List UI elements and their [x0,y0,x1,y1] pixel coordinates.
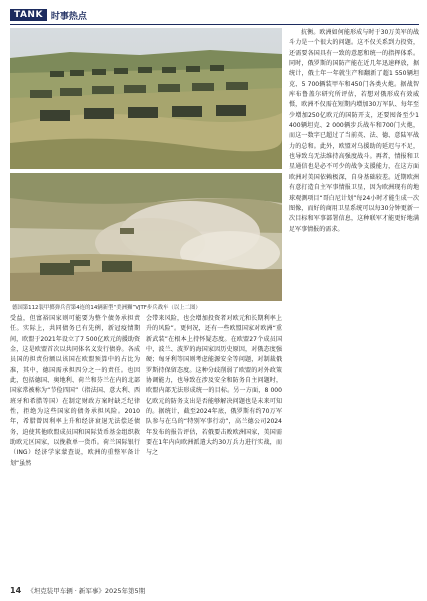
paragraph: 抗衡。欧洲如何能形成与时于30万美军的战斗力是一个很大的问题。这不仅关系到力投资，还需要各国具有一致的意愿和统一的指挥体系。同时，俄罗斯的国防产能在近几年迅速释放，据统计，俄土年一年就生产和翻新了超1 550辆坦克、5 700辆装甲车和450门各类火炮。据战智库布鲁盖尔研究所评估，若想对俄形成有效威慑，欧洲不仅需在短期内增加30万军队、每年至少增加250亿欧元的国防开支，还要囤备至少1 400辆坦克、2 000辆步兵战车和700门火炮，而这一数字已超过了当前英、法、德、意陆军战力的总和。此外，欧盟对乌援助的延迟与不足，也导致乌无法维持高强度战斗。再者，情报和卫星通信也是必不可少的战争支援能力，在这方面欧洲对美国依赖极深，自身基础较差。近期欧洲有意打造自主军事情报卫星，因为欧洲现有的地球观测项目“哥白尼计划”每24小时才能生成一次图像，而好的商用卫星系统可以每30分钟更新一次目标和军事部署信息，这种联军才能更好地满足军事情报的需求。 [289,29,419,233]
text-column-right [289,28,419,582]
header-rule [10,24,419,25]
paragraph: 受益，但富裕国家则可能要为整个债务承担责任。实际上，共同债务已有先例，新冠疫情期间，欧盟于2021年设立了7 500亿欧元的援助资金，这是欧盟首次以共同体名义发行债券。各成员国的担责份额以该国在欧盟预算中的占比为准，其中，德国需承担四分之一的责任。也因此，包括德国、奥地利、荷兰和芬兰在内的北部国家常被称为“节俭四国”（指法国、意大利、西班牙和希腊等国）在制定财政方案时缺乏纪律性，拒绝为这些国家的债务承担风险。2010年，希腊曾因利率上升和经济衰退无法偿还债务，迫使其他欧盟成员国和国际货币基金组织救助欧元区国家，以挽救单一货币。荷兰国际银行（ING）经济学家蒙查说，欧洲的重整军备计划“虽然 [10,315,140,467]
text-column-middle [146,314,282,582]
section-title: 时事热点 [50,11,87,22]
section-header [10,8,87,22]
photo-caption: 德国第112装甲掷弹兵营第4连的14辆新型“美洲狮”VJTF步兵战车（以上二图） [12,305,201,311]
paragraph: 会带来风险，也会增加投资者对欧元和长期利率上升的风险”。更何况，还有一些欧盟国家对欧洲“重新武装”在根本上持怀疑态度。在欧盟27个成员国中，波兰、波罗的海国家因历史原因，对俄态度强硬；匈牙利等国则考虑能源安全等问题，对制裁俄罗斯持保留态度。这种分歧削弱了欧盟的对外政策协调能力，也导致在涉及安全和防务自主问题时，欧盟内部无法形成统一的目标。另一方面，8 000亿欧元的防务支出是否能够解决问题也是未来可知的。据统计，截至2024年底，俄罗斯有约70万军队参与在乌的“特别军事行动”，高兰德公司2024年发布的报告评估，若俄要击败欧洲国家，美国需要在1年内向欧洲派遣大约30万兵力进行实战，而与之 [146,315,282,457]
brand-tag: TANK [10,9,47,21]
page-number: 14 [10,586,22,595]
armored-convoy-photo [10,28,282,169]
text-column-left [10,314,140,582]
tank-firing-photo [10,173,282,301]
page-footer [10,586,145,595]
publication-name: 《坦克装甲车辆 · 新军事》2025年第5期 [27,587,146,595]
